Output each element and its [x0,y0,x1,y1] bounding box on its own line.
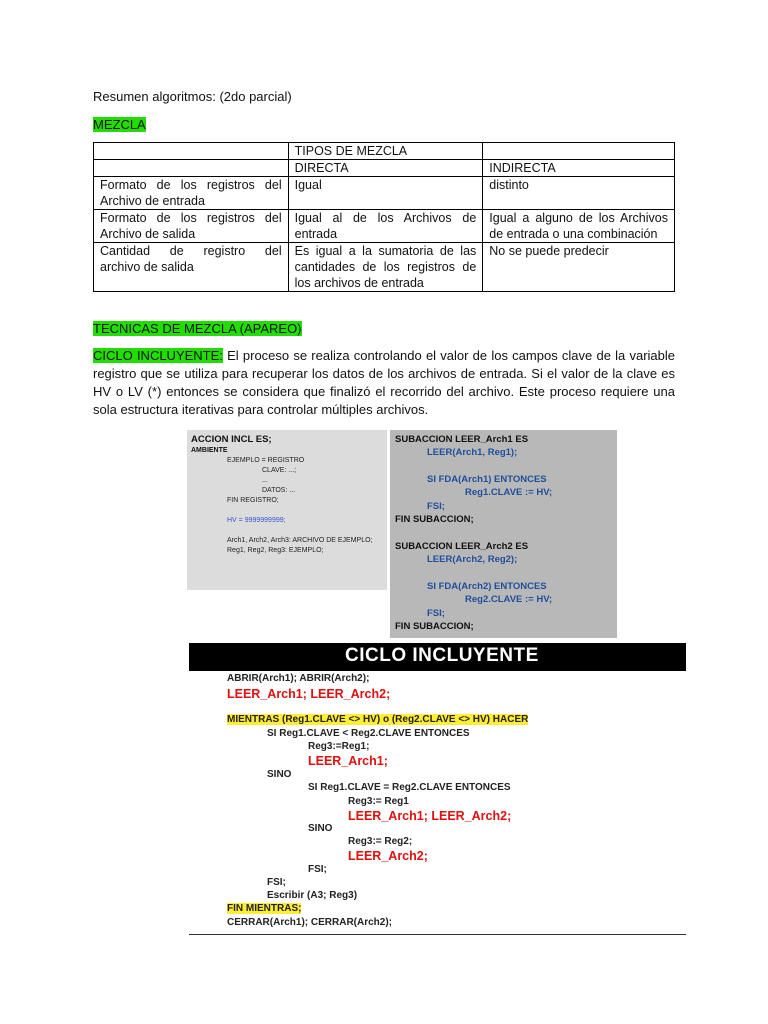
ciclo-code-title: CICLO INCLUYENTE [345,645,539,666]
code-line: FIN MIENTRAS; [227,903,302,914]
table-header-group: TIPOS DE MEZCLA [288,143,483,160]
table-cell: Es igual a la sumatoria de las cantidades de los registros de los archivos de entrada [288,243,483,292]
table-cell: No se puede predecir [483,243,675,292]
table-row [94,177,675,210]
code-line: LEER_Arch1; LEER_Arch2; [227,687,391,701]
table-row [94,243,675,292]
mezcla-table [93,142,675,292]
divider [189,934,686,935]
code-line: SI Reg1.CLAVE = Reg2.CLAVE ENTONCES [308,782,511,793]
code-line: FSI; [267,877,286,888]
code-line: Reg3:=Reg1; [308,741,370,752]
mezcla-heading-text: MEZCLA [93,117,146,132]
ambiente-panel: ACCION INCL ES; AMBIENTE EJEMPLO = REGISTRO CLAVE: ...; ... DATOS: ... FIN REGISTRO; HV = 9999999999; Arch1, Arch2, Arch3: ARCHIVO DE EJEMPLO; Reg1, Reg2, Reg3: EJEMPLO; [187,430,387,590]
ciclo-description [93,347,675,419]
table-row [94,143,675,160]
code-line: MIENTRAS (Reg1.CLAVE <> HV) o (Reg2.CLAVE <> HV) HACER [227,714,529,725]
code-line: LEER_Arch1; [308,754,388,768]
code-line: ABRIR(Arch1); ABRIR(Arch2); [227,673,370,684]
tecnicas-heading [93,321,302,337]
table-cell: distinto [483,177,675,210]
table-cell: Igual [288,177,483,210]
table-cell: Formato de los registros del Archivo de salida [94,210,289,243]
table-cell: Igual a alguno de los Archivos de entrada o una combinación [483,210,675,243]
table-cell: Igual al de los Archivos de entrada [288,210,483,243]
code-line: LEER_Arch1; LEER_Arch2; [348,809,512,823]
table-row [94,210,675,243]
table-cell: Cantidad de registro del archivo de salida [94,243,289,292]
code-line: SINO [308,823,333,834]
table-col-directa: DIRECTA [288,160,483,177]
code-line: Reg3:= Reg1 [348,796,409,807]
table-row [94,160,675,177]
mezcla-heading [93,117,146,133]
code-line: SINO [267,769,292,780]
table-cell: Formato de los registros del Archivo de entrada [94,177,289,210]
table-col-indirecta: INDIRECTA [483,160,675,177]
code-line: FSI; [308,864,327,875]
code-line: Reg3:= Reg2; [348,836,413,847]
tecnicas-heading-text: TECNICAS DE MEZCLA (APAREO) [93,321,302,336]
ciclo-label: CICLO INCLUYENTE: [93,348,223,363]
code-line: SI Reg1.CLAVE < Reg2.CLAVE ENTONCES [267,728,470,739]
code-line: CERRAR(Arch1); CERRAR(Arch2); [227,917,393,928]
ciclo-text: El proceso se realiza controlando el valor de los campos clave de la variable registro que se utiliza para recuperar los datos de los archivos de entrada. Si el valor de la clave es HV o LV (*) entonces se considera que finalizó el recorrido del archivo. Este proceso requiere una sola estructura iterativas para controlar múltiples archivos. [93,348,675,417]
subaccion-panel: SUBACCION LEER_Arch1 ES LEER(Arch1, Reg1); SI FDA(Arch1) ENTONCES Reg1.CLAVE := HV; FSI; FIN SUBACCION; SUBACCION LEER_Arch2 ES LEER(Arch2, Reg2); SI FDA(Arch2) ENTONCES Reg2.CLAVE := HV; FSI; FIN SUBACCION; [390,430,617,638]
document-title: Resumen algoritmos: (2do parcial) [93,89,292,104]
code-line: Escribir (A3; Reg3) [267,890,358,901]
code-figure-ambiente [187,430,617,632]
code-line: LEER_Arch2; [348,849,428,863]
